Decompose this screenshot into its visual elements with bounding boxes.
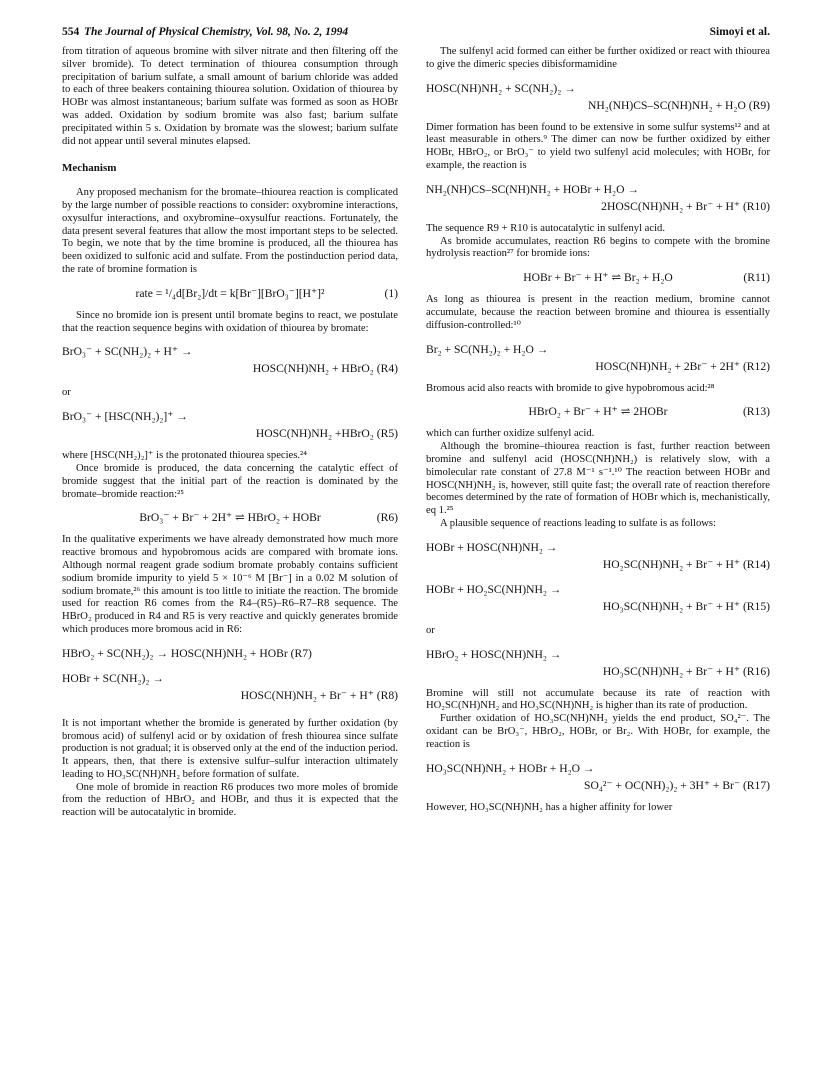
section-heading-mechanism: Mechanism — [62, 162, 117, 175]
reaction-r9 — [426, 80, 770, 114]
reaction-reactants: HOBr + SC(NH₂)₂ → — [62, 671, 164, 685]
reaction-products: HOSC(NH)NH₂ + 2Br⁻ + 2H⁺ — [595, 359, 741, 373]
journal-title: The Journal of Physical Chemistry, Vol. 98, No. 2, 1994 — [84, 26, 349, 38]
paragraph: However, HO₃SC(NH)NH₂ has a higher affinity for lower — [426, 801, 673, 813]
paragraph: In the qualitative experiments we have already demonstrated how much more reactive bromous and hypobromous acids are compared with bromate ions. Although normal reagent grade sodium bromate probably contains sufficient sodium bromide impurity to yield 5 × 10⁻⁶ M [Br⁻] in a 0.02 M solution of sodium bromate,²⁶ this amount is too little to initiate the reaction. The bromide used for reaction R6 comes from the R4–(R5)–R6–R7–R8 sequence. The HBrO₂ produced in R4 and R5 is very reactive and quickly generates bromide which produces more bromous acid in R6: — [62, 534, 398, 635]
equation-number: (1) — [384, 286, 398, 300]
equation-1 — [62, 285, 398, 302]
reaction-reactants: NH₂(NH)CS–SC(NH)NH₂ + HOBr + H₂O → — [426, 182, 639, 196]
right-column — [426, 46, 770, 814]
paragraph: Once bromide is produced, the data concerning the catalytic effect of bromide suggest that the initial part of the reaction is dominated by the bromate–bromide reaction:²⁵ — [62, 462, 398, 500]
reaction-text: BrO₃⁻ + Br⁻ + 2H⁺ ⇌ HBrO₂ + HOBr — [139, 511, 321, 525]
reaction-reactants: BrO₃⁻ + SC(NH₂)₂ + H⁺ → — [62, 345, 193, 359]
reaction-reactants: HOBr + HOSC(NH)NH₂ → — [426, 540, 558, 554]
reaction-reactants: BrO₃⁻ + [HSC(NH₂)₂]⁺ → — [62, 410, 188, 424]
reaction-products: NH₂(NH)CS–SC(NH)NH₂ + H₂O — [588, 98, 746, 112]
reaction-reactants: HBrO₂ + HOSC(NH)NH₂ → — [426, 647, 562, 661]
reaction-number: (R15) — [742, 599, 770, 613]
reaction-r13 — [426, 403, 770, 420]
paragraph: It is not important whether the bromide is generated by further oxidation (by bromous acid) of sulfenyl acid or by oxidation of fresh thiourea since sulfate production is not gradual; it is observed only at the end of the induction period. It appears, then, that there is extensive sulfur–sulfur interaction ultimately leading to HO₃SC(NH)NH₂ before formation of sulfate. — [62, 717, 398, 780]
reaction-text: HOBr + Br⁻ + H⁺ ⇌ Br₂ + H₂O — [523, 271, 673, 285]
reaction-number: (R14) — [742, 557, 770, 571]
reaction-r12 — [426, 341, 770, 375]
paragraph: As bromide accumulates, reaction R6 begins to compete with the bromine hydrolysis reaction²⁷ for bromide ions: — [426, 235, 770, 260]
reaction-number: (R4) — [376, 362, 398, 376]
reaction-reactants: HOSC(NH)NH₂ + SC(NH₂)₂ → — [426, 81, 576, 95]
reaction-r11 — [426, 269, 770, 286]
reaction-number: (R11) — [743, 271, 770, 285]
reaction-reactants: Br₂ + SC(NH₂)₂ + H₂O → — [426, 342, 549, 356]
paragraph: Bromine will still not accumulate because its rate of reaction with HO₂SC(NH)NH₂ and HO₃SC(NH)NH₂ is higher than its rate of production. — [426, 687, 770, 712]
reaction-r5 — [62, 408, 398, 442]
reaction-reactants: HOBr + HO₂SC(NH)NH₂ → — [426, 582, 562, 596]
paragraph: Dimer formation has been found to be extensive in some sulfur systems¹² and at least measurable in others.⁹ The dimer can now be further oxidized by either HOBr, HBrO₂, or BrO₃⁻ to yield two sulfenyl acid molecules; with HOBr, for example, the reaction is — [426, 121, 770, 171]
reaction-r7 — [62, 645, 398, 662]
reaction-text: HBrO₂ + SC(NH₂)₂ → HOSC(NH)NH₂ + HOBr — [62, 646, 288, 660]
reaction-products: HO₃SC(NH)NH₂ + Br⁻ + H⁺ — [602, 599, 741, 613]
reaction-reactants: HO₃SC(NH)NH₂ + HOBr + H₂O → — [426, 761, 595, 775]
paragraph: which can further oxidize sulfenyl acid. — [426, 428, 595, 440]
reaction-products: HO₂SC(NH)NH₂ + Br⁻ + H⁺ — [602, 557, 741, 571]
reaction-number: (R17) — [742, 778, 770, 792]
paragraph: The sulfenyl acid formed can either be further oxidized or react with thiourea to give the dimeric species dibisformamidine — [426, 46, 770, 70]
reaction-products: HO₃SC(NH)NH₂ + Br⁻ + H⁺ — [602, 664, 741, 678]
reaction-r6 — [62, 509, 398, 526]
reaction-r17 — [426, 760, 770, 794]
page-number: 554 — [62, 26, 80, 38]
reaction-number: (R12) — [742, 359, 770, 373]
paragraph: Any proposed mechanism for the bromate–thiourea reaction is complicated by the large number of possible reactions to consider: oxybromine interactions, oxysulfur interactions, and oxybromine–oxysulfur reactions. Fortunately, the data present several features that allow the most important steps to be selected. To begin, we note that by the time bromine is produced, all the thiourea has been oxidized to sulfonic acid and sulfate. From the postinduction period data, the rate of bromine formation is — [62, 187, 398, 275]
left-column — [62, 46, 398, 820]
reaction-products: SO₄²⁻ + OC(NH)₂)₂ + 3H⁺ + Br⁻ — [584, 778, 741, 792]
paragraph: As long as thiourea is present in the reaction medium, bromine cannot accumulate, because the reaction between bromine and thiourea is essentially diffusion-controlled:¹⁰ — [426, 294, 770, 331]
reaction-r10 — [426, 181, 770, 215]
paragraph: from titration of aqueous bromine with silver nitrate and then filtering off the silver bromide). To detect termination of thiourea consumption through precipitation of barium sulfate, a small amount of barium chloride was added to each of three beakers containing thiourea solution. Oxidation of thiourea by HOBr was almost instantaneous; barium sulfate was formed as soon as HOBr was added. Oxidation by sodium bromite was also fast; barium sulfate precipitated within 5 s. Oxidation by bromate was the slowest; barium sulfate did not appear until several minutes elapsed. — [62, 46, 398, 147]
paragraph: The sequence R9 + R10 is autocatalytic in sulfenyl acid. — [426, 222, 665, 234]
reaction-number: (R9) — [748, 98, 770, 112]
running-header — [62, 26, 770, 42]
reaction-number: (R10) — [742, 199, 770, 213]
reaction-number: (R5) — [376, 427, 398, 441]
paragraph: Although the bromine–thiourea reaction is fast, further reaction between bromine and sulfenyl acid (HOSC(NH)NH₂) is relatively slow, with a bimolecular rate constant of 27.8 M⁻¹ s⁻¹.¹⁰ The reaction between HOBr and HOSC(NH)NH₂ is, however, still quite fast; the overall rate of reaction therefore becomes determined by the rate of formation of HOBr which is, mechanistically, eq 1.²⁵ — [426, 441, 770, 517]
connector-or: or — [62, 387, 71, 399]
reaction-number: (R6) — [376, 511, 398, 525]
running-authors: Simoyi et al. — [709, 26, 770, 38]
paragraph: Since no bromide ion is present until bromate begins to react, we postulate that the reaction sequence begins with oxidation of thiourea by bromate: — [62, 309, 398, 334]
reaction-number: (R13) — [742, 405, 770, 419]
paragraph: where [HSC(NH₂)₂]⁺ is the protonated thiourea species.²⁴ — [62, 450, 307, 462]
reaction-products: 2HOSC(NH)NH₂ + Br⁻ + H⁺ — [601, 199, 741, 213]
equation-text: rate = ¹/₄d[Br₂]/dt = k[Br⁻][BrO₃⁻][H⁺]² — [135, 286, 325, 300]
reaction-products: HOSC(NH)NH₂ + Br⁻ + H⁺ — [240, 688, 374, 702]
paragraph: A plausible sequence of reactions leading to sulfate is as follows: — [440, 517, 716, 529]
connector-or: or — [426, 624, 435, 636]
paragraph: Bromous acid also reacts with bromide to give hypobromous acid:²⁸ — [426, 382, 715, 394]
reaction-r4 — [62, 343, 398, 377]
reaction-r8 — [62, 670, 398, 704]
reaction-r15 — [426, 581, 770, 615]
reaction-r16 — [426, 646, 770, 680]
reaction-text: HBrO₂ + Br⁻ + H⁺ ⇌ 2HOBr — [528, 405, 668, 419]
reaction-products: HOSC(NH)NH₂ + HBrO₂ — [252, 362, 374, 376]
paragraph: One mole of bromide in reaction R6 produces two more moles of bromide from the reduction of HBrO₂ and HOBr, and thus it is expected that the reaction will be autocatalytic in bromide. — [62, 781, 398, 819]
reaction-r14 — [426, 539, 770, 573]
paragraph: Further oxidation of HO₃SC(NH)NH₂ yields the end product, SO₄²⁻. The oxidant can be BrO₃⁻, HBrO₂, HOBr, or Br₂. With HOBr, for example, the reaction is — [426, 713, 770, 750]
reaction-number: (R8) — [376, 688, 398, 702]
reaction-number: (R7) — [290, 646, 312, 660]
reaction-products: HOSC(NH)NH₂ +HBrO₂ — [255, 427, 374, 441]
reaction-number: (R16) — [742, 664, 770, 678]
